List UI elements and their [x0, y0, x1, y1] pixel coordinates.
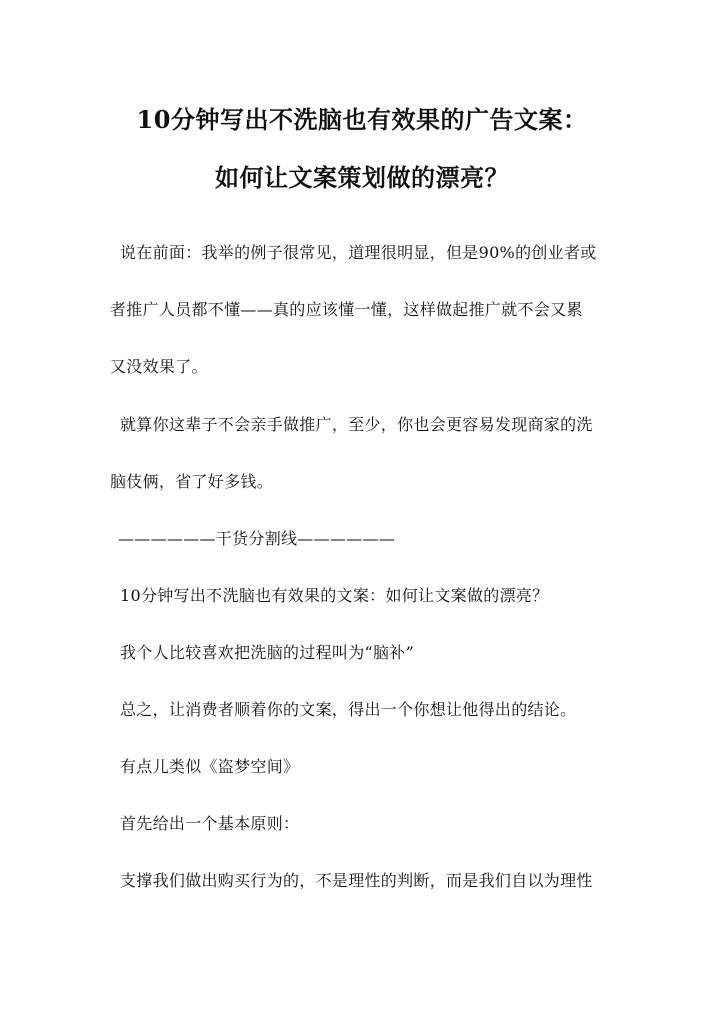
paragraph-line: 我个人比较喜欢把洗脑的过程叫为“脑补” — [120, 643, 415, 662]
section-divider-text: ——————干货分割线—————— — [118, 529, 396, 548]
paragraph-line: 脑伎俩，省了好多钱。 — [110, 472, 274, 491]
document-title-line-1: 10分钟写出不洗脑也有效果的广告文案： — [136, 105, 588, 134]
paragraph-line: 说在前面：我举的例子很常见，道理很明显，但是90%的创业者或 — [120, 243, 597, 262]
paragraph-line: 有点儿类似《盗梦空间》 — [120, 757, 300, 776]
paragraph-line: 总之，让消费者顺着你的文案，得出一个你想让他得出的结论。 — [120, 700, 577, 719]
paragraph-line: 又没效果了。 — [110, 357, 208, 376]
paragraph-line: 支撑我们做出购买行为的，不是理性的判断，而是我们自以为理性 — [120, 871, 593, 890]
paragraph-line: 10分钟写出不洗脑也有效果的文案：如何让文案做的漂亮？ — [120, 586, 549, 605]
paragraph-line: 就算你这辈子不会亲手做推广，至少，你也会更容易发现商家的洗 — [120, 415, 593, 434]
paragraph-line: 首先给出一个基本原则： — [120, 814, 300, 833]
paragraph-line: 者推广人员都不懂——真的应该懂一懂，这样做起推广就不会又累 — [110, 300, 583, 319]
document-title-line-2: 如何让文案策划做的漂亮？ — [215, 163, 509, 192]
